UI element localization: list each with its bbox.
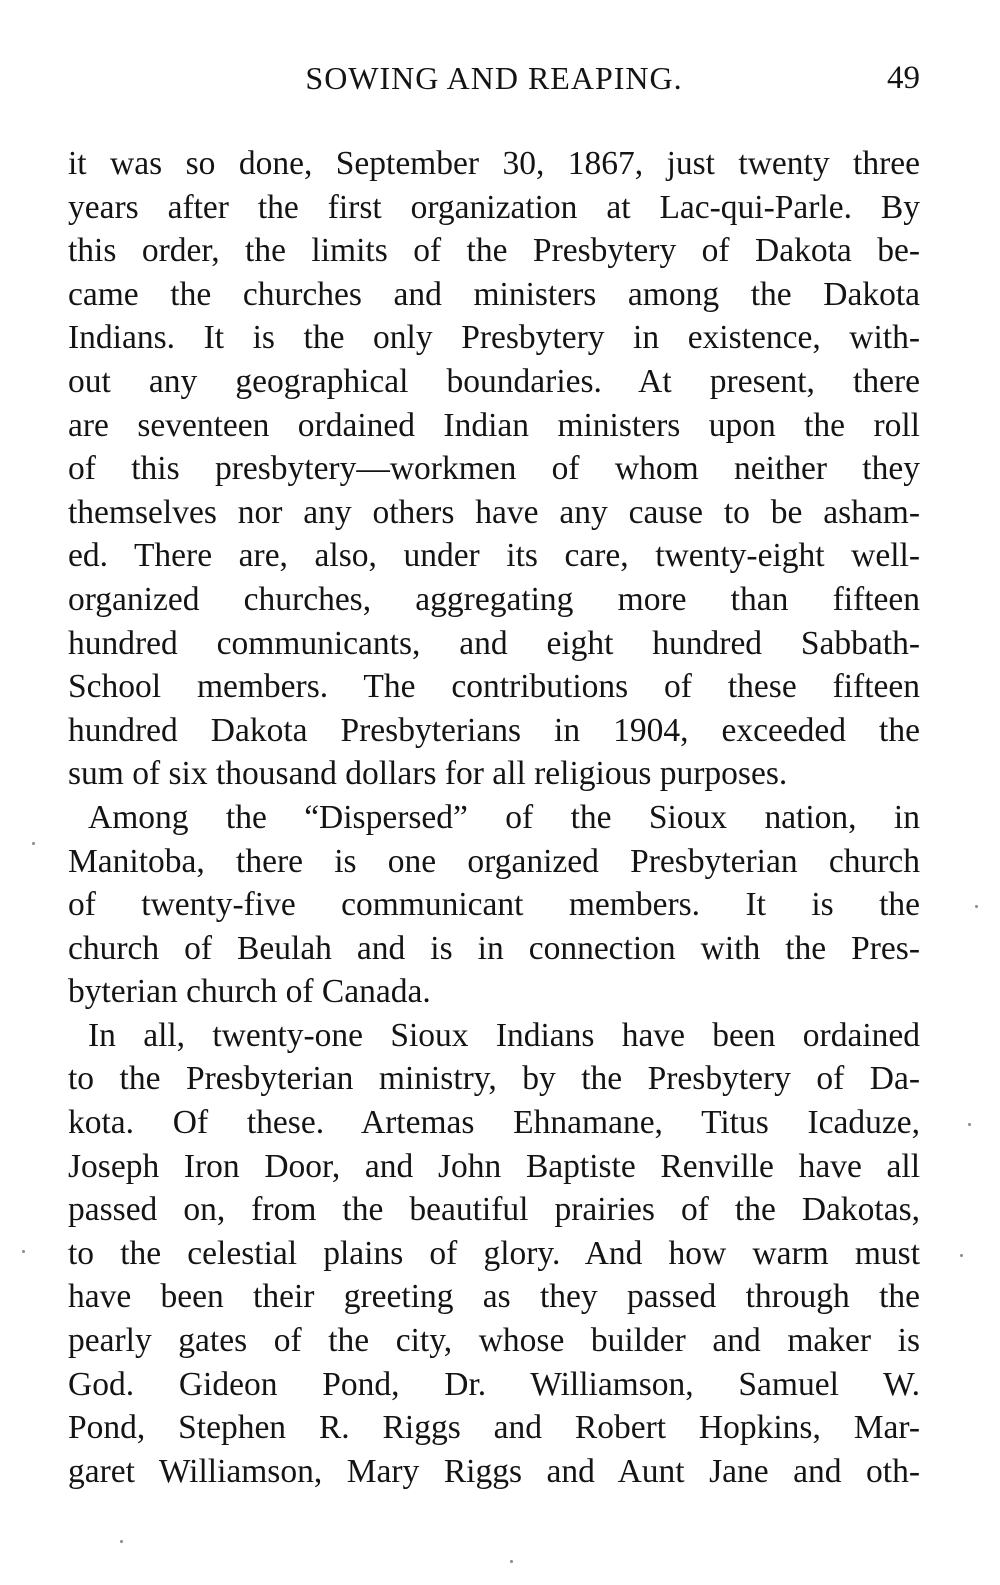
scan-speck xyxy=(510,1560,513,1563)
text-line: it was so done, September 30, 1867, just twenty three xyxy=(68,145,920,182)
text-line: Among the “Dispersed” of the Sioux nation, in xyxy=(88,798,920,836)
text-line: Indians. It is the only Presbytery in existence, with- xyxy=(68,319,920,357)
scan-speck xyxy=(22,1250,25,1253)
text-line: garet Williamson, Mary Riggs and Aunt Jane and oth- xyxy=(68,1452,920,1490)
text-line: God. Gideon Pond, Dr. Williamson, Samuel W. xyxy=(68,1365,920,1403)
text-line: ed. There are, also, under its care, twenty-eight well- xyxy=(68,537,920,575)
text-line: came the churches and ministers among the Dakota xyxy=(68,275,920,313)
text-line: are seventeen ordained Indian ministers upon the roll xyxy=(68,406,920,444)
text-line: years after the first organization at Lac-qui-Parle. By xyxy=(68,188,920,226)
text-line: Manitoba, there is one organized Presbyterian church xyxy=(68,842,920,880)
running-head xyxy=(68,56,920,100)
text-line: School members. The contributions of these fifteen xyxy=(68,668,920,706)
text-line: sum of six thousand dollars for all religious purposes. xyxy=(68,755,788,793)
text-line: of this presbytery—workmen of whom neither they xyxy=(68,450,920,488)
text-line: passed on, from the beautiful prairies of the Dakotas, xyxy=(68,1191,920,1229)
text-line: have been their greeting as they passed through the xyxy=(68,1278,920,1316)
text-line: pearly gates of the city, whose builder and maker is xyxy=(68,1322,920,1360)
text-line: this order, the limits of the Presbytery of Dakota be- xyxy=(68,232,920,270)
text-line: In all, twenty-one Sioux Indians have been ordained xyxy=(88,1016,920,1054)
scan-speck xyxy=(120,1540,123,1543)
text-line: out any geographical boundaries. At present, there xyxy=(68,362,920,400)
page-number: 49 xyxy=(887,60,920,96)
text-line: Joseph Iron Door, and John Baptiste Renville have all xyxy=(68,1147,920,1185)
text-line: themselves nor any others have any cause to be asham- xyxy=(68,493,920,531)
scan-speck xyxy=(32,842,35,845)
text-line: of twenty-five communicant members. It is the xyxy=(68,886,920,924)
text-line: byterian church of Canada. xyxy=(68,973,431,1011)
scan-speck xyxy=(960,1254,963,1257)
text-line: kota. Of these. Artemas Ehnamane, Titus Icaduze, xyxy=(68,1104,920,1142)
text-line: hundred communicants, and eight hundred Sabbath- xyxy=(68,624,920,662)
running-title: SOWING AND REAPING. xyxy=(305,60,683,96)
scan-speck xyxy=(975,905,978,908)
text-line: to the celestial plains of glory. And how warm must xyxy=(68,1234,920,1272)
scan-speck xyxy=(968,1123,971,1126)
text-line: Pond, Stephen R. Riggs and Robert Hopkins, Mar- xyxy=(68,1409,920,1447)
text-line: organized churches, aggregating more than fifteen xyxy=(68,580,920,618)
body-text xyxy=(68,142,920,1493)
text-line: church of Beulah and is in connection with the Pres- xyxy=(68,929,920,967)
text-line: to the Presbyterian ministry, by the Presbytery of Da- xyxy=(68,1060,920,1098)
text-line: hundred Dakota Presbyterians in 1904, exceeded the xyxy=(68,711,920,749)
